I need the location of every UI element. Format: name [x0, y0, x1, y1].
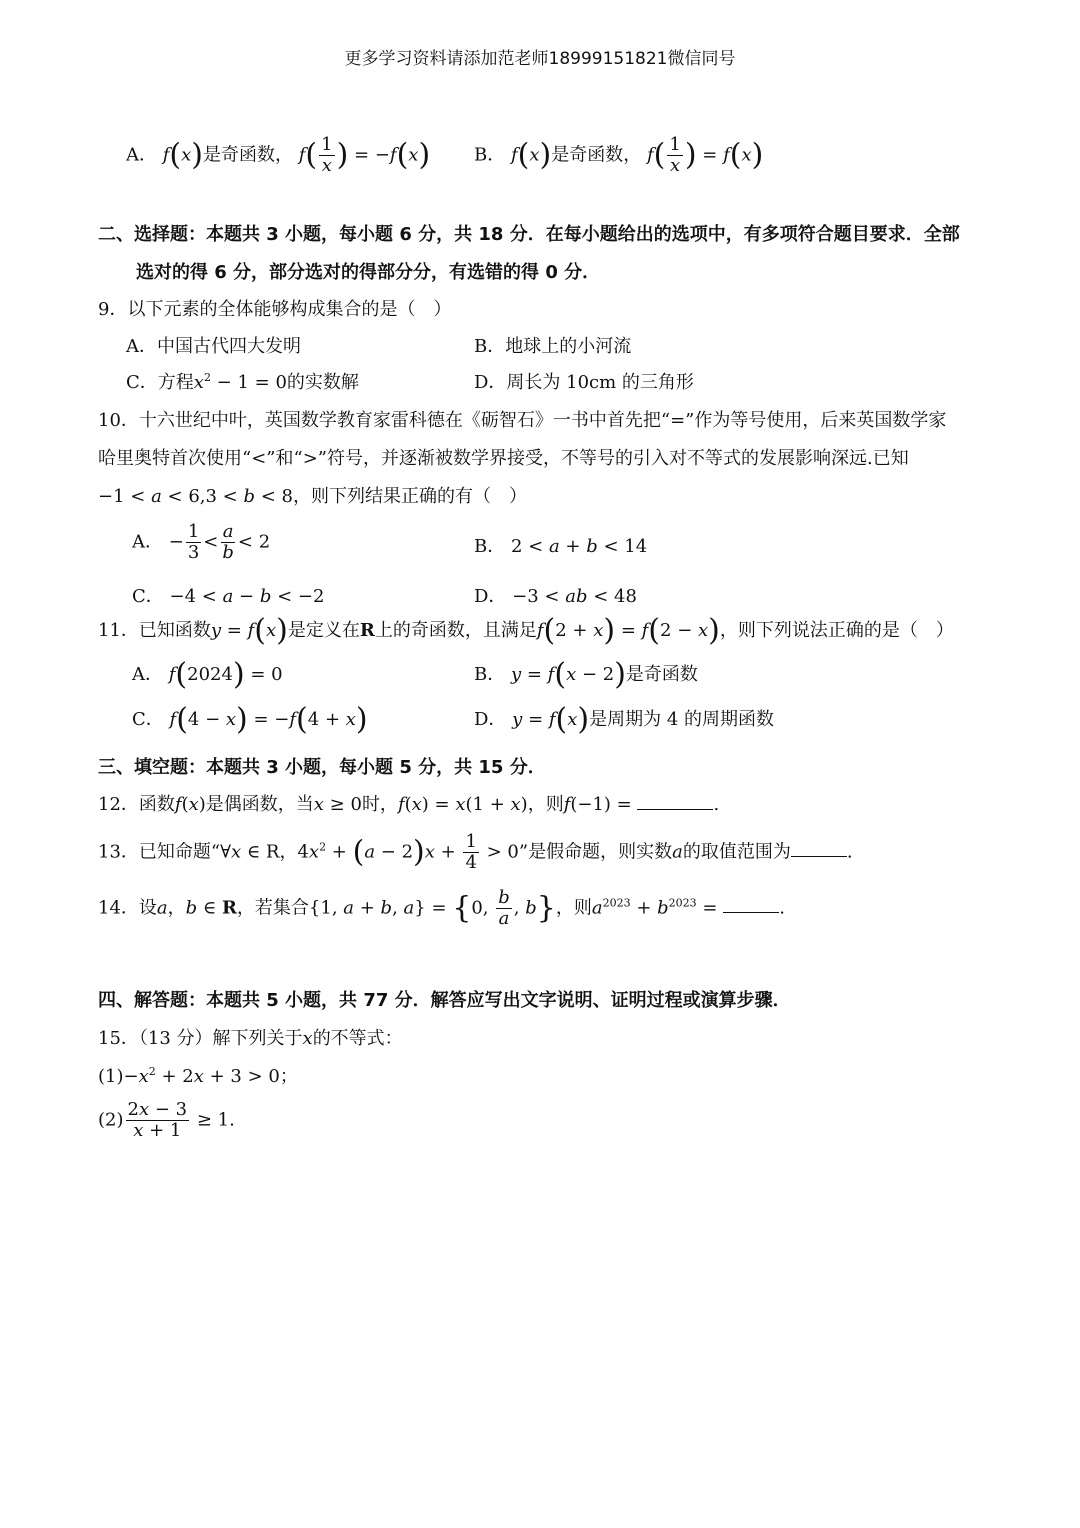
q10-option-c: C． −4 < a − b < −2 — [132, 586, 325, 607]
section-2-title-line2: 选对的得 6 分，部分选对的得部分分，有选错的得 0 分． — [136, 262, 601, 283]
section-2-title-line1: 二、选择题：本题共 3 小题，每小题 6 分，共 18 分．在每小题给出的选项中，有多项符合题目要求．全部 — [98, 224, 960, 245]
q11-option-a: A． f(2024) = 0 — [132, 657, 283, 692]
section-4-title: 四、解答题：本题共 5 小题，共 77 分．解答应写出文字说明、证明过程或演算步骤． — [98, 990, 791, 1011]
q11-option-c: C． f(4 − x) = −f(4 + x) — [132, 702, 368, 737]
q15-part-2: (2) $\frac{2x - 3}{x + 1}$ ≥ 1. — [98, 1099, 235, 1141]
q10-option-a: A． − $\frac{1}{3}$ < $\frac{a}{b}$ < 2 — [132, 521, 271, 563]
q15-part-1: $(1)-x^2 + 2x + 3 > 0$； — [98, 1065, 298, 1087]
q8-option-b: B． f(x)是奇函数， f( $\frac{1}{x}$ ) = f(x) — [474, 134, 764, 176]
q8-option-a: A． f(x)是奇函数， f( $\frac{1}{x}$ ) = −f(x) — [126, 134, 431, 176]
q9-option-d: D．周长为 10cm 的三角形 — [474, 372, 694, 393]
q12-stem: 12．函数f(x)是偶函数，当x ≥ 0时，f(x) = x(1 + x)，则f(−1) = . — [98, 794, 720, 815]
q10-option-b: B． 2 < a + b < 14 — [474, 536, 648, 557]
q9-option-a: A．中国古代四大发明 — [126, 336, 301, 357]
q9-option-c: C．方程$x^2 - 1 = 0$的实数解 — [126, 371, 359, 393]
page-header: 更多学习资料请添加范老师18999151821微信同号 — [344, 49, 736, 69]
q13-stem: 13．已知命题“∀x ∈ R，$4x^2 + (a - 2)x$ + $\frac{1}{4}$ > 0”是假命题，则实数a的取值范围为 . — [98, 831, 853, 873]
q10-option-d: D． −3 < ab < 48 — [474, 586, 637, 607]
q9-option-b: B．地球上的小河流 — [474, 336, 632, 357]
q11-option-b: B． y = f(x − 2)是奇函数 — [474, 657, 698, 692]
q10-stem-line2: 哈里奥特首次使用“<”和“>”符号，并逐渐被数学界接受，不等号的引入对不等式的发展影响深远.已知 — [98, 448, 909, 469]
q10-stem-line1: 10．十六世纪中叶，英国数学教育家雷科德在《砺智石》一书中首先把“=”作为等号使用，后来英国数学家 — [98, 410, 947, 431]
q11-option-d: D． y = f(x)是周期为 4 的周期函数 — [474, 702, 775, 737]
section-3-title: 三、填空题：本题共 3 小题，每小题 5 分，共 15 分． — [98, 757, 546, 778]
q11-stem: 11．已知函数y = f(x)是定义在R上的奇函数，且满足f(2 + x) = f(2 − x)，则下列说法正确的是（ ） — [98, 613, 954, 648]
q10-stem-line3: −1 < a < 6,3 < b < 8，则下列结果正确的有（ ） — [98, 486, 527, 507]
q14-stem: 14．设a，b ∈ R，若集合{1, a + b, a} = {0, $\frac{b}{a}$ , b}，则$a^{2023} + b^{2023}$ = . — [98, 887, 785, 929]
q9-stem: 9．以下元素的全体能够构成集合的是（ ） — [98, 299, 452, 320]
q15-stem: 15．（13 分）解下列关于x的不等式： — [98, 1028, 403, 1049]
